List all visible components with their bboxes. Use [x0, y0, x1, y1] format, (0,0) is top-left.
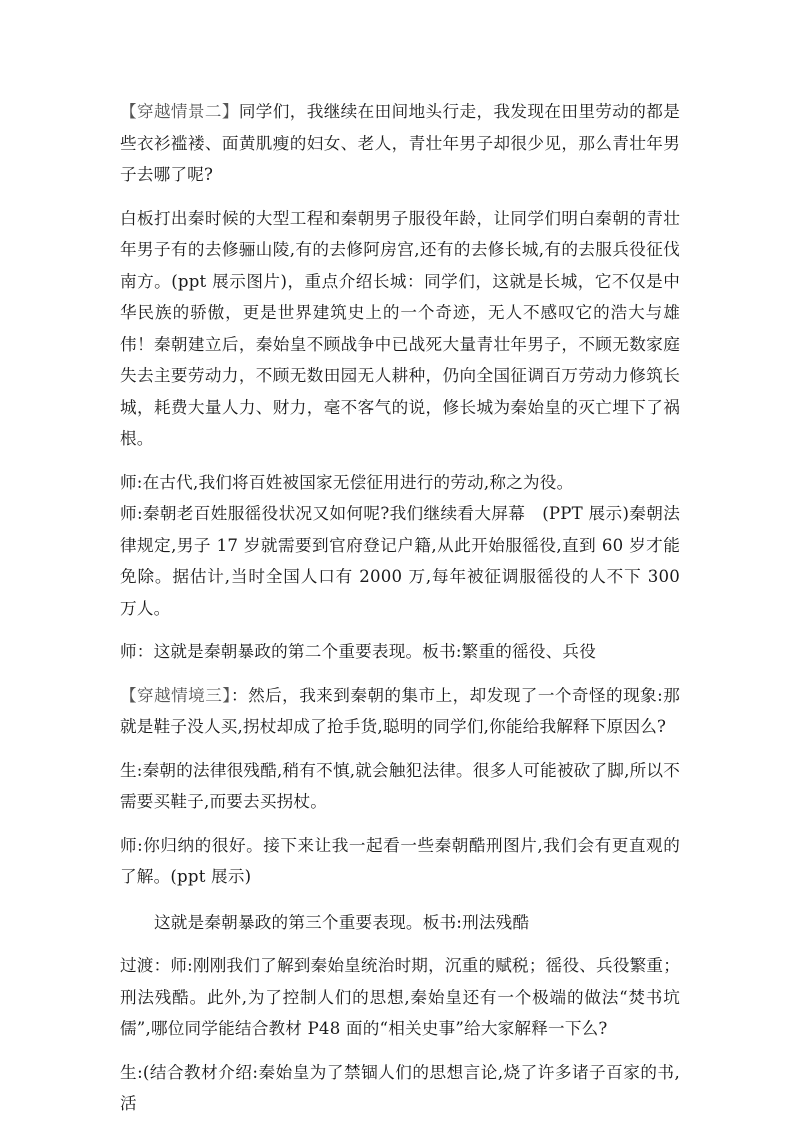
scene-two-tag: 【穿越情景二】	[120, 102, 239, 121]
paragraph-student-answer-law: 生:秦朝的法律很残酷,稍有不慎,就会触犯法律。很多人可能被砍了脚,所以不需要买鞋子,而要去买拐杖。	[120, 760, 680, 811]
scene-three-text: ：然后，我来到秦朝的集市上，却发现了一个奇怪的现象:那就是鞋子没人买,拐杖却成了抢手货,聪明的同学们,你能给我解释下原因么?	[120, 685, 680, 736]
scene-three-tag: 【穿越情境三】	[120, 685, 232, 705]
paragraph-great-wall: 白板打出秦时候的大型工程和秦朝男子服役年龄，让同学们明白秦朝的青壮年男子有的去修骊山陵,有的去修阿房宫,还有的去修长城,有的去服兵役征伐南方。(ppt 展示图片)，重点介绍长城：同学们，这就是长城，它不仅是中华民族的骄傲，更是世界建筑史上的一个奇迹，无人不感叹它的浩大与雄伟！秦朝建立后，秦始皇不顾战争中已战死大量青壮年男子，不顾无数家庭失去主要劳动力，不顾无数田园无人耕种，仍向全国征调百万劳动力修筑长城，耗费大量人力、财力，毫不客气的说，修长城为秦始皇的灭亡埋下了祸根。	[120, 208, 680, 448]
paragraph-transition: 过渡：师:刚刚我们了解到秦始皇统治时期，沉重的赋税；徭役、兵役繁重；刑法残酷。此外,为了控制人们的思想,秦始皇还有一个极端的做法“焚书坑儒”,哪位同学能结合教材 P48 面的“相关史事”给大家解释一下么?	[120, 956, 680, 1038]
paragraph-corvee-law: 师:秦朝老百姓服徭役状况又如何呢?我们继续看大屏幕 (PPT 展示)秦朝法律规定,男子 17 岁就需要到官府登记户籍,从此开始服徭役,直到 60 岁才能免除。据估计,当时全国人口有 2000 万,每年被征调服徭役的人不下 300 万人。	[120, 504, 680, 618]
paragraph-student-answer-books: 生:(结合教材介绍:秦始皇为了禁锢人们的思想言论,烧了许多诸子百家的书,活	[120, 1062, 680, 1113]
document-page	[120, 96, 680, 1132]
paragraph-scene-two	[120, 96, 680, 191]
paragraph-third-tyranny: 这就是秦朝暴政的第三个重要表现。板书:刑法残酷	[154, 912, 530, 932]
paragraph-scene-three	[120, 680, 680, 743]
paragraph-second-tyranny: 师：这就是秦朝暴政的第二个重要表现。板书:繁重的徭役、兵役	[120, 642, 597, 661]
paragraph-teacher-summary: 师:你归纳的很好。接下来让我一起看一些秦朝酷刑图片,我们会有更直观的了解。(ppt 展示)	[120, 835, 680, 886]
scene-two-text: 同学们，我继续在田间地头行走，我发现在田里劳动的都是些衣衫褴褛、面黄肌瘦的妇女、老人，青壮年男子却很少见，那么青壮年男子去哪了呢?	[120, 102, 680, 184]
paragraph-definition-labor: 师:在古代,我们将百姓被国家无偿征用进行的劳动,称之为役。	[120, 472, 574, 492]
